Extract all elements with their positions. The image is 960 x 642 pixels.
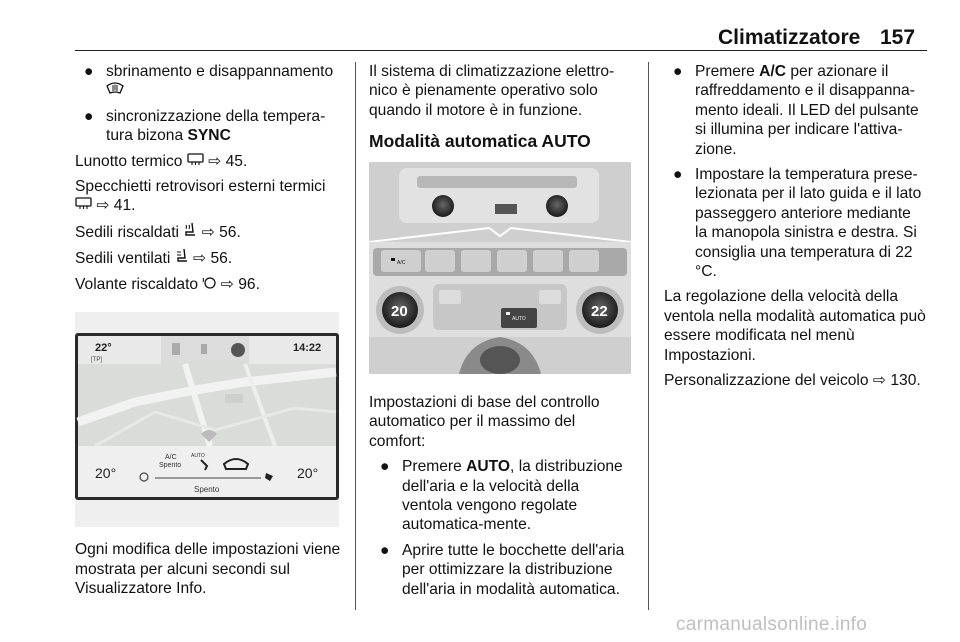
page-ref[interactable]: 96. bbox=[238, 275, 260, 293]
panel-ac-label: A/C bbox=[397, 259, 406, 266]
page-ref[interactable]: 45. bbox=[225, 152, 248, 170]
screen-temp-top: 22° bbox=[95, 342, 112, 355]
auto-label: AUTO bbox=[466, 458, 511, 476]
climate-panel-figure bbox=[369, 162, 631, 379]
screen-time: 14:22 bbox=[293, 342, 322, 355]
info-display-illustration bbox=[75, 312, 339, 527]
bullet-post: , la distribuzione dell'aria e la velocità della ventola vengono regolate automatica-mente. bbox=[402, 458, 623, 534]
ref-arrow-icon: ⇨ bbox=[201, 223, 215, 241]
windscreen-defrost-icon bbox=[106, 81, 124, 100]
bullet-dot: ● bbox=[673, 63, 683, 80]
line-text: Personalizzazione del veicolo bbox=[664, 372, 869, 390]
sync-label: SYNC bbox=[187, 127, 231, 145]
heated-steering-wheel-line bbox=[75, 275, 343, 294]
heated-seat-icon bbox=[183, 222, 197, 242]
column-3 bbox=[664, 62, 927, 397]
page-ref[interactable]: 41. bbox=[113, 197, 136, 215]
vehicle-personalisation-line bbox=[664, 371, 927, 390]
ventilated-seats-line bbox=[75, 248, 343, 268]
line-text: Sedili ventilati bbox=[75, 250, 171, 268]
bullet-dot: ● bbox=[673, 166, 683, 184]
screen-auto-label: AUTO bbox=[191, 453, 205, 460]
heated-steering-wheel-icon bbox=[202, 275, 216, 294]
bullet-auto bbox=[369, 457, 631, 535]
ref-arrow-icon: ⇨ bbox=[208, 152, 222, 170]
column-1 bbox=[75, 62, 343, 605]
base-settings-paragraph: Impostazioni di base del controllo automatico per il massimo del comfort: bbox=[369, 394, 600, 450]
line-text: Specchietti retrovisori esterni termici bbox=[75, 178, 326, 196]
bullet-defrost bbox=[75, 62, 343, 101]
screen-tp-label: [TP] bbox=[91, 357, 103, 364]
bullet-text: sincronizzazione della tempera-tura bizona bbox=[106, 107, 326, 145]
bullet-sync bbox=[75, 107, 343, 146]
bullet-post: per azionare il raffreddamento e il disappanna-mento ideali. Il LED del pulsante si illumina per indicare l'attiva-zione. bbox=[695, 63, 919, 158]
page-ref[interactable]: 56. bbox=[210, 250, 233, 268]
column-divider-1 bbox=[355, 62, 356, 610]
screen-temp-right: 20° bbox=[297, 465, 319, 482]
bullet-temperature bbox=[664, 165, 927, 281]
ref-arrow-icon: ⇨ bbox=[193, 250, 207, 268]
panel-temp-left: 20 bbox=[391, 302, 408, 320]
line-text: Volante riscaldato bbox=[75, 275, 199, 293]
bullet-dot: ● bbox=[380, 541, 390, 559]
ref-arrow-icon: ⇨ bbox=[220, 275, 234, 293]
bullet-dot: ● bbox=[380, 458, 390, 476]
section-title-auto: Modalità automatica AUTO bbox=[369, 131, 591, 152]
climate-panel-illustration bbox=[369, 162, 631, 374]
screen-fan-state: Spento bbox=[194, 485, 220, 495]
bullet-ac bbox=[664, 62, 927, 159]
page-number: 157 bbox=[880, 26, 916, 49]
ac-label: A/C bbox=[759, 63, 786, 80]
screen-ac-state: Spento bbox=[159, 462, 182, 470]
column-2 bbox=[369, 62, 631, 605]
bullet-text: Aprire tutte le bocchette dell'aria per ottimizzare la distribuzione dell'aria in modalità automatica. bbox=[402, 541, 625, 598]
screen-ac-label: A/C bbox=[165, 454, 177, 462]
panel-temp-right: 22 bbox=[591, 302, 608, 320]
heated-mirrors-line bbox=[75, 177, 343, 216]
heated-seats-line bbox=[75, 222, 343, 242]
bullet-dot: ● bbox=[84, 107, 94, 125]
rear-window-heater-line bbox=[75, 152, 343, 171]
page-ref[interactable]: 130. bbox=[890, 372, 921, 390]
screen-temp-left: 20° bbox=[95, 465, 117, 482]
column-divider-2 bbox=[648, 62, 649, 610]
page-ref[interactable]: 56. bbox=[219, 223, 241, 241]
header-rule bbox=[75, 50, 927, 51]
bullet-text: sbrinamento e disappannamento bbox=[106, 63, 334, 80]
line-text: Sedili riscaldati bbox=[75, 223, 180, 241]
ref-arrow-icon: ⇨ bbox=[872, 372, 886, 390]
bullet-pre: Premere bbox=[695, 63, 755, 80]
ref-arrow-icon: ⇨ bbox=[96, 197, 110, 215]
bullet-text: Impostare la temperatura prese-lezionata per il lato guida e il lato passeggero anteriore mediante la manopola sinistra e destra. Si consiglia una temperatura di 22 °C. bbox=[695, 166, 922, 281]
fan-speed-paragraph: La regolazione della velocità della ventola nella modalità automatica può essere modificata nel menù Impostazioni. bbox=[664, 288, 926, 364]
ventilated-seat-icon bbox=[175, 248, 189, 268]
watermark: carmanualsonline.info bbox=[676, 614, 868, 635]
bullet-pre: Premere bbox=[402, 458, 462, 476]
info-display-caption: Ogni modifica delle impostazioni viene mostrata per alcuni secondi sul Visualizzatore Info. bbox=[75, 541, 341, 598]
line-text: Lunotto termico bbox=[75, 152, 183, 170]
rear-window-heater-icon bbox=[75, 196, 92, 215]
panel-auto-label: AUTO bbox=[512, 315, 526, 322]
info-display-figure bbox=[75, 312, 343, 532]
intro-paragraph: Il sistema di climatizzazione elettro-nico è pienamente operativo solo quando il motore è in funzione. bbox=[369, 63, 615, 119]
bullet-open-vents bbox=[369, 541, 631, 599]
rear-window-heater-icon bbox=[187, 152, 204, 171]
bullet-dot: ● bbox=[84, 63, 94, 80]
page-header-title: Climatizzatore bbox=[718, 26, 861, 49]
